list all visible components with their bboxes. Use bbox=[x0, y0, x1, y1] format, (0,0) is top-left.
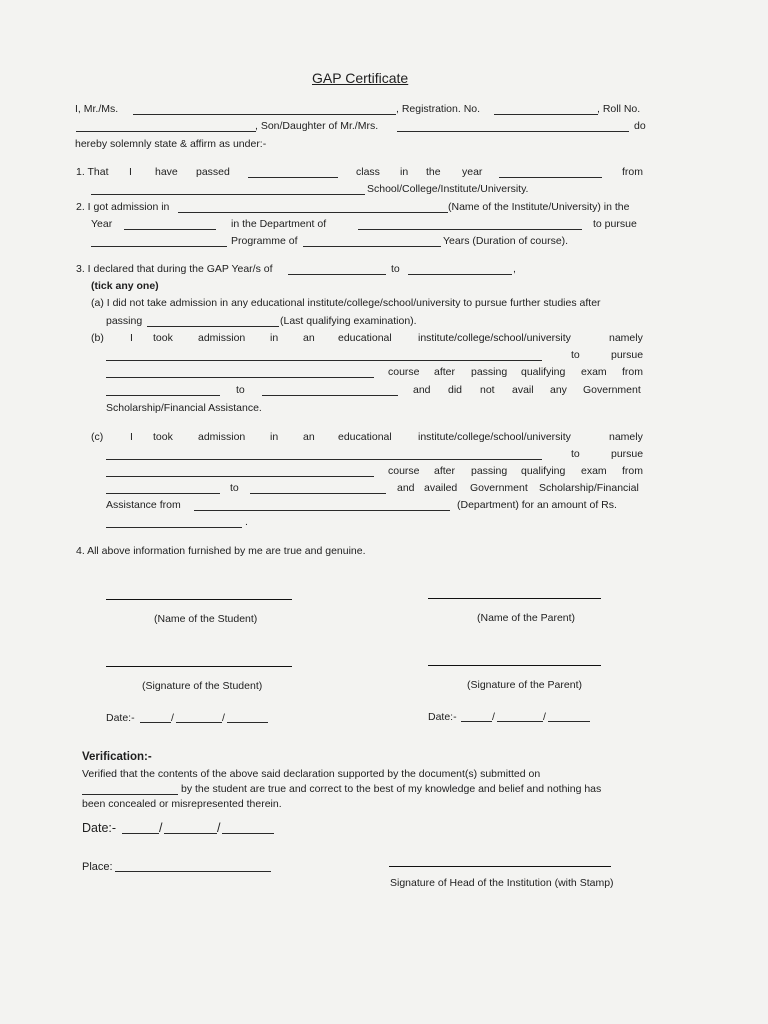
blank-date-parent-day[interactable] bbox=[461, 721, 492, 722]
item1-word: I bbox=[129, 166, 132, 178]
option-b-word: admission bbox=[198, 332, 246, 344]
blank-verif-year[interactable] bbox=[222, 833, 274, 834]
label-c-to: to bbox=[571, 448, 580, 460]
label-place: Place: bbox=[82, 861, 113, 873]
option-b-word: qualifying bbox=[521, 366, 566, 378]
label-b-to2: to bbox=[236, 384, 245, 396]
label-date-parent: Date:- bbox=[428, 711, 457, 723]
label-roll-no: , Roll No. bbox=[597, 103, 641, 115]
date-slash: / bbox=[492, 711, 495, 723]
blank-submitted-on[interactable] bbox=[82, 794, 178, 795]
label-c-to2: to bbox=[230, 482, 239, 494]
label-signature-student: (Signature of the Student) bbox=[142, 680, 263, 692]
label-to-pursue: to pursue bbox=[593, 218, 637, 230]
option-b-word: an bbox=[303, 332, 315, 344]
option-c-word: institute/college/school/university bbox=[418, 431, 571, 443]
verification-line1: Verified that the contents of the above said declaration supported by the document(s) submitted on bbox=[82, 768, 541, 780]
option-b-word: institute/college/school/university bbox=[418, 332, 571, 344]
blank-place[interactable] bbox=[115, 871, 271, 872]
blank-c-institute[interactable] bbox=[106, 459, 542, 460]
blank-gap-to[interactable] bbox=[408, 274, 512, 275]
option-c-word: namely bbox=[609, 431, 643, 443]
verification-line2: by the student are true and correct to the best of my knowledge and belief and nothing has bbox=[181, 783, 602, 795]
label-b-to: to bbox=[571, 349, 580, 361]
blank-school[interactable] bbox=[91, 194, 365, 195]
blank-verif-month[interactable] bbox=[164, 833, 217, 834]
label-name-parent: (Name of the Parent) bbox=[477, 612, 576, 624]
label-last-qualifying: (Last qualifying examination). bbox=[280, 315, 417, 327]
item1-word: in bbox=[400, 166, 409, 178]
option-b-word: in bbox=[270, 332, 279, 344]
label-son-daughter: , Son/Daughter of Mr./Mrs. bbox=[255, 120, 379, 132]
option-c-word: passing bbox=[471, 465, 508, 477]
blank-parent-name-sign[interactable] bbox=[428, 598, 601, 599]
label-b-pursue: pursue bbox=[611, 349, 644, 361]
option-b-word: avail bbox=[512, 384, 534, 396]
blank-c-to[interactable] bbox=[250, 493, 386, 494]
option-b-word: did bbox=[448, 384, 463, 396]
option-b-word: after bbox=[434, 366, 456, 378]
option-c-word: and bbox=[397, 482, 415, 494]
verification-heading: Verification:- bbox=[82, 751, 152, 763]
label-do: do bbox=[634, 120, 646, 132]
label-i-mr-ms: I, Mr./Ms. bbox=[75, 103, 119, 115]
option-c-word[interactable]: (c) bbox=[91, 431, 104, 443]
blank-student-signature[interactable] bbox=[106, 666, 292, 667]
label-hereby: hereby solemnly state & affirm as under:- bbox=[75, 138, 267, 150]
label-years-duration: Years (Duration of course). bbox=[443, 235, 569, 247]
blank-date-student-month[interactable] bbox=[176, 722, 222, 723]
blank-b-course[interactable] bbox=[106, 377, 374, 378]
blank-c-from[interactable] bbox=[106, 493, 220, 494]
blank-admission-year[interactable] bbox=[124, 229, 216, 230]
label-department: in the Department of bbox=[231, 218, 327, 230]
label-item4: 4. All above information furnished by me are true and genuine. bbox=[76, 545, 366, 557]
option-c-word: educational bbox=[338, 431, 392, 443]
option-c-word: took bbox=[153, 431, 173, 443]
option-c-word: in bbox=[270, 431, 279, 443]
label-verification-date: Date:- bbox=[82, 821, 117, 835]
option-b-word: any bbox=[550, 384, 567, 396]
option-b-word: not bbox=[480, 384, 495, 396]
label-signature-parent: (Signature of the Parent) bbox=[467, 679, 582, 691]
blank-duration[interactable] bbox=[303, 246, 441, 247]
blank-class[interactable] bbox=[248, 177, 338, 178]
option-b-word: passing bbox=[471, 366, 508, 378]
blank-c-course[interactable] bbox=[106, 476, 374, 477]
blank-b-from[interactable] bbox=[106, 395, 220, 396]
blank-programme[interactable] bbox=[91, 246, 227, 247]
label-programme-of: Programme of bbox=[231, 235, 298, 247]
label-c-period: . bbox=[245, 516, 248, 528]
blank-b-to[interactable] bbox=[262, 395, 398, 396]
blank-institute-name[interactable] bbox=[178, 212, 448, 213]
item1-word: passed bbox=[196, 166, 230, 178]
blank-registration-no[interactable] bbox=[494, 114, 598, 115]
blank-date-parent-month[interactable] bbox=[497, 721, 543, 722]
label-head-signature: Signature of Head of the Institution (with Stamp) bbox=[390, 877, 614, 889]
option-c-word: exam bbox=[581, 465, 607, 477]
date-slash: / bbox=[222, 712, 225, 724]
option-b-word: educational bbox=[338, 332, 392, 344]
date-slash: / bbox=[543, 711, 546, 723]
label-passing: passing bbox=[106, 315, 143, 327]
option-c-word: an bbox=[303, 431, 315, 443]
label-declared-gap: 3. I declared that during the GAP Year/s of bbox=[76, 263, 273, 275]
item1-word: the bbox=[426, 166, 441, 178]
label-date-student: Date:- bbox=[106, 712, 135, 724]
option-b-word: Government bbox=[583, 384, 641, 396]
item1-word: have bbox=[155, 166, 178, 178]
label-comma: , bbox=[513, 263, 516, 275]
option-b-word: took bbox=[153, 332, 173, 344]
option-b-word: I bbox=[130, 332, 133, 344]
date-slash: / bbox=[171, 712, 174, 724]
label-school-college: School/College/Institute/University. bbox=[367, 183, 529, 195]
item1-word: class bbox=[356, 166, 380, 178]
blank-roll-no[interactable] bbox=[76, 131, 256, 132]
blank-head-signature[interactable] bbox=[389, 866, 611, 867]
blank-department[interactable] bbox=[358, 229, 582, 230]
option-c-word: from bbox=[622, 465, 643, 477]
page-title: GAP Certificate bbox=[312, 70, 409, 86]
option-c-word: I bbox=[130, 431, 133, 443]
blank-date-student-day[interactable] bbox=[140, 722, 171, 723]
blank-verif-day[interactable] bbox=[122, 833, 159, 834]
label-name-institute: (Name of the Institute/University) in the bbox=[448, 201, 630, 213]
blank-last-qualifying[interactable] bbox=[147, 326, 279, 327]
blank-c-amount[interactable] bbox=[106, 527, 242, 528]
option-c-word: admission bbox=[198, 431, 246, 443]
option-c-word: Government bbox=[470, 482, 528, 494]
label-got-admission: 2. I got admission in bbox=[76, 201, 170, 213]
blank-student-name-sign[interactable] bbox=[106, 599, 292, 600]
label-year: Year bbox=[91, 218, 113, 230]
verification-line3: been concealed or misrepresented therein. bbox=[82, 798, 282, 810]
label-c-assistance-from: Assistance from bbox=[106, 499, 181, 511]
option-b-word: exam bbox=[581, 366, 607, 378]
blank-date-student-year[interactable] bbox=[227, 722, 268, 723]
label-tick-any-one: (tick any one) bbox=[91, 280, 159, 292]
option-a-text[interactable]: (a) I did not take admission in any educational institute/college/school/university to pursue further studies after bbox=[91, 297, 601, 309]
option-b-word: from bbox=[622, 366, 643, 378]
option-c-word: after bbox=[434, 465, 456, 477]
option-b-word: course bbox=[388, 366, 420, 378]
option-b-word: namely bbox=[609, 332, 643, 344]
item1-word: year bbox=[462, 166, 483, 178]
item1-word: from bbox=[622, 166, 643, 178]
blank-student-name[interactable] bbox=[133, 114, 396, 115]
label-c-pursue: pursue bbox=[611, 448, 644, 460]
label-to: to bbox=[391, 263, 400, 275]
label-c-department-amount: (Department) for an amount of Rs. bbox=[457, 499, 617, 511]
date-slash: / bbox=[217, 821, 221, 835]
blank-date-parent-year[interactable] bbox=[548, 721, 590, 722]
item1-word: 1. That bbox=[76, 166, 109, 178]
blank-year[interactable] bbox=[499, 177, 602, 178]
blank-b-institute[interactable] bbox=[106, 360, 542, 361]
option-b-word[interactable]: (b) bbox=[91, 332, 104, 344]
label-b-scholarship: Scholarship/Financial Assistance. bbox=[106, 402, 262, 414]
blank-c-department[interactable] bbox=[194, 510, 450, 511]
label-registration-no: , Registration. No. bbox=[396, 103, 481, 115]
option-c-word: course bbox=[388, 465, 420, 477]
blank-gap-from[interactable] bbox=[288, 274, 386, 275]
blank-parent-signature[interactable] bbox=[428, 665, 601, 666]
option-c-word: Scholarship/Financial bbox=[539, 482, 639, 494]
date-slash: / bbox=[159, 821, 163, 835]
option-c-word: qualifying bbox=[521, 465, 566, 477]
blank-parent-name[interactable] bbox=[397, 131, 629, 132]
label-name-student: (Name of the Student) bbox=[154, 613, 258, 625]
option-c-word: availed bbox=[424, 482, 458, 494]
option-b-word: and bbox=[413, 384, 431, 396]
